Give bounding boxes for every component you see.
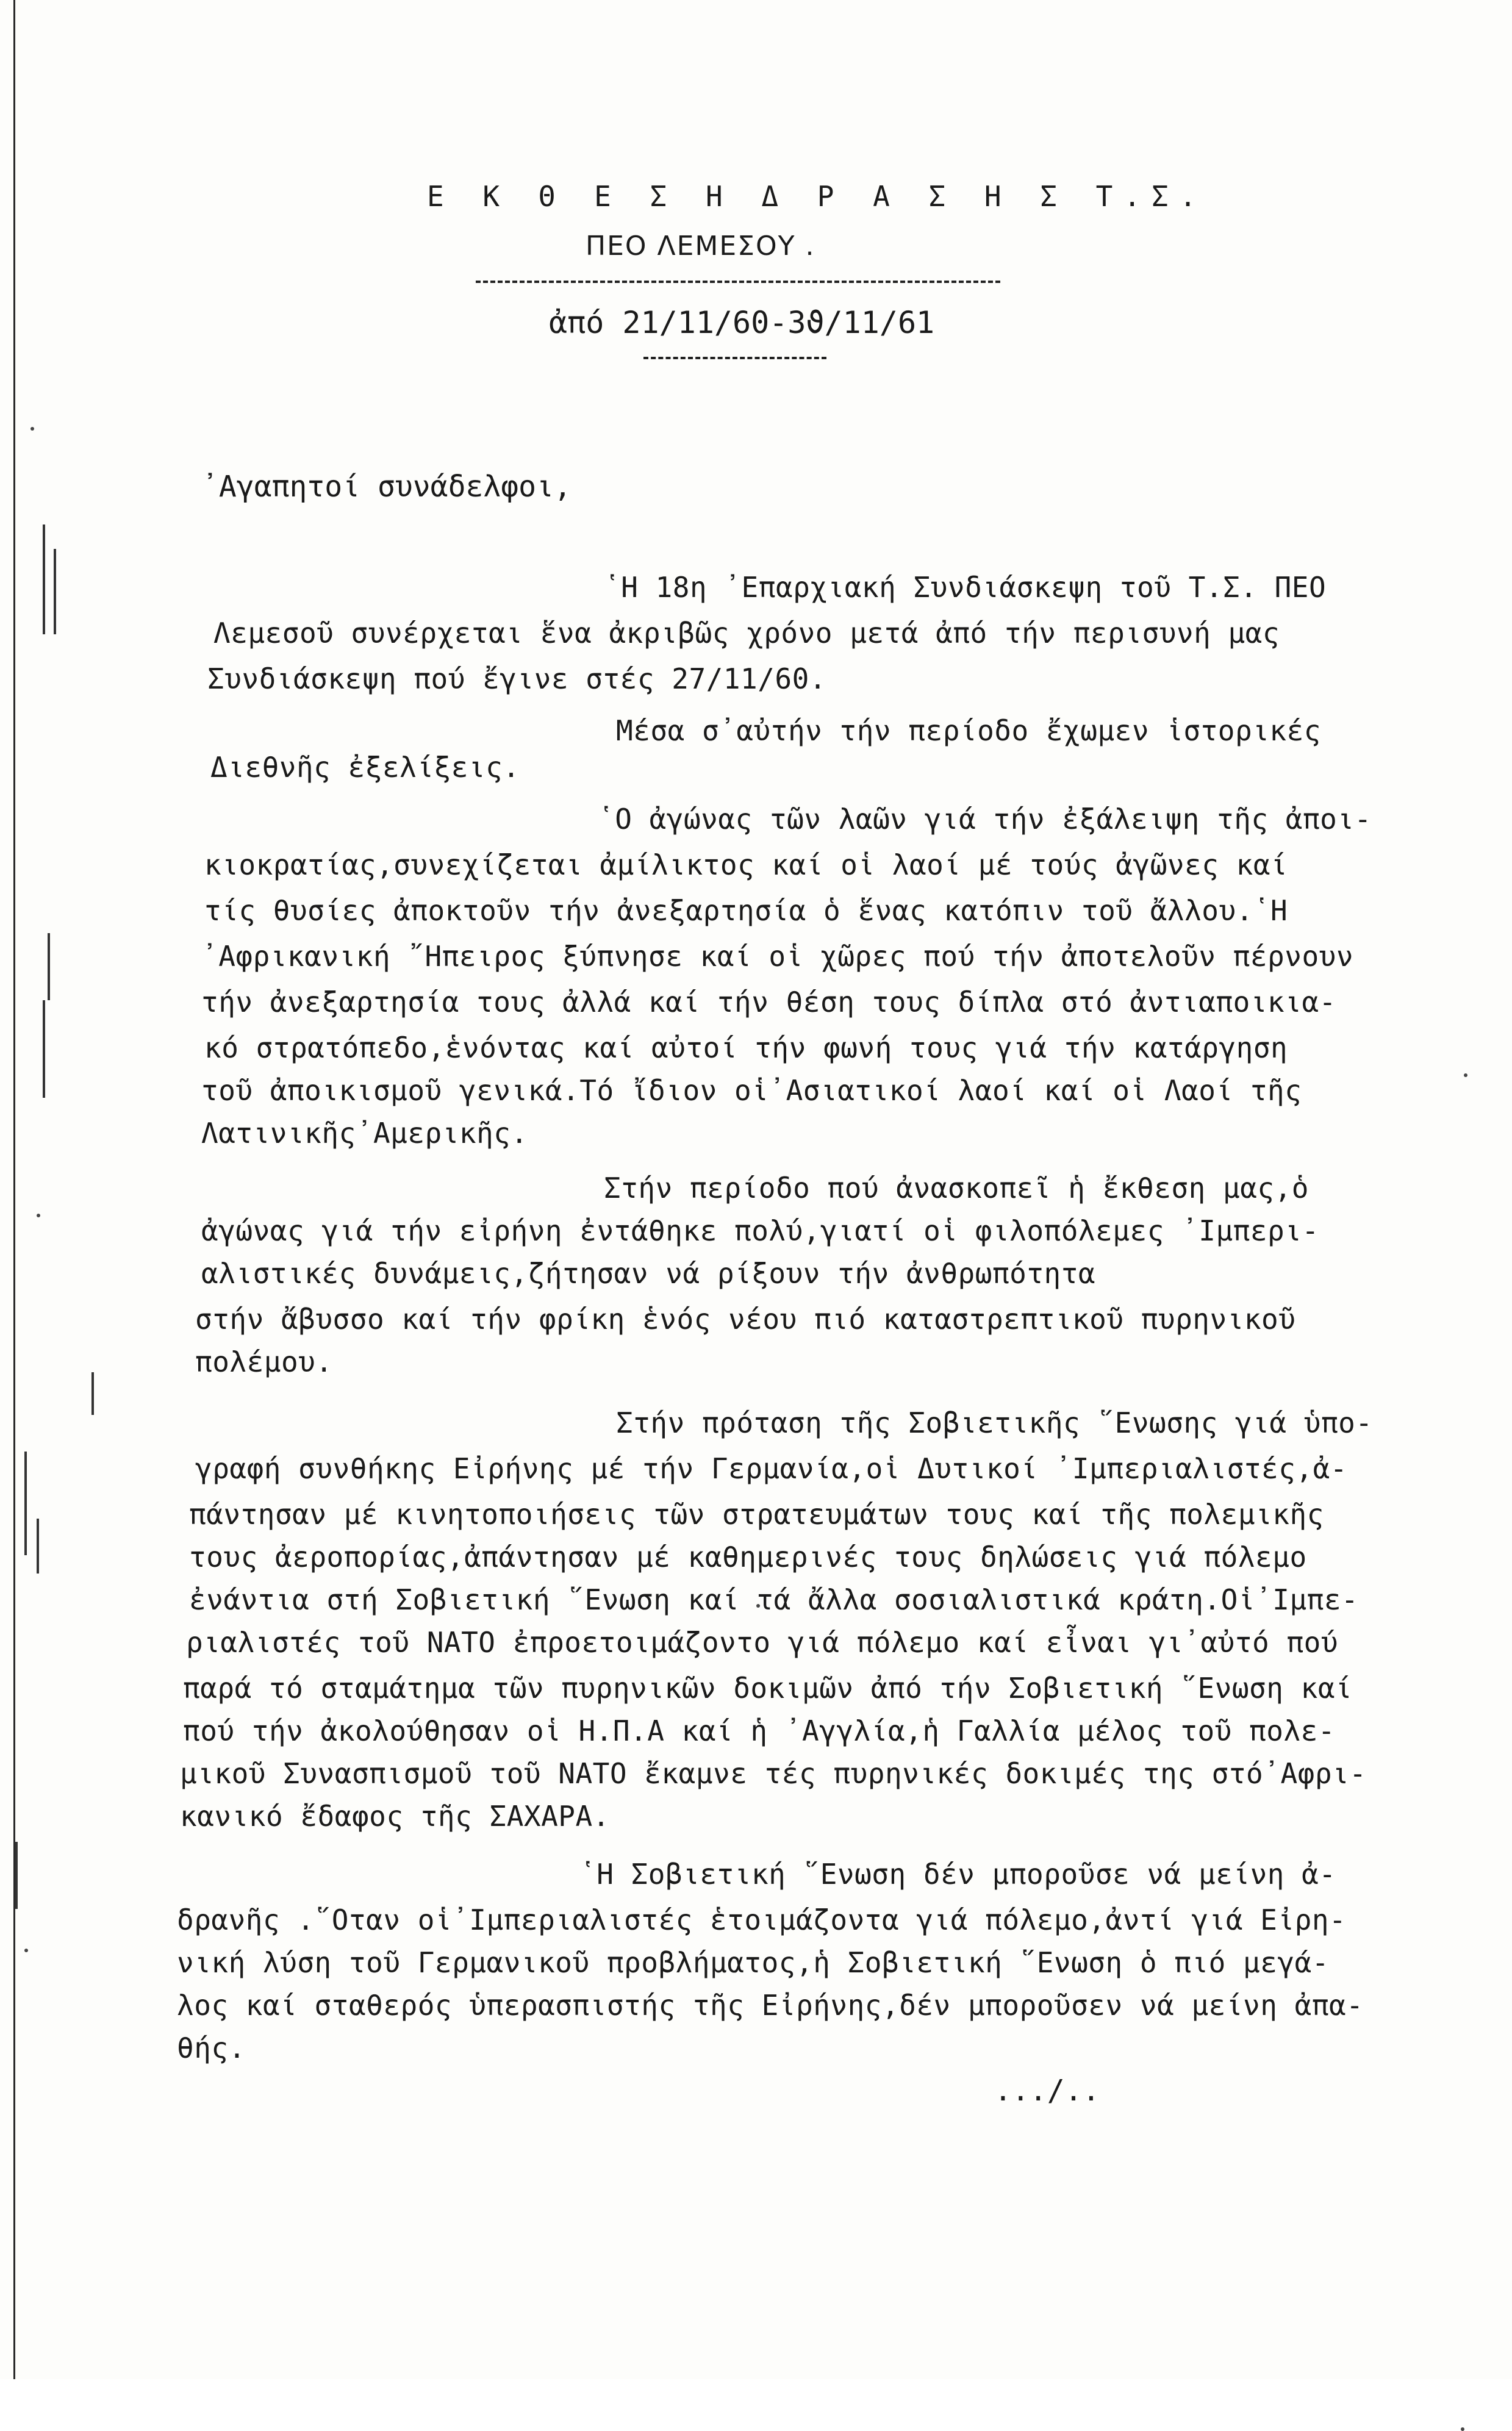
title-rule — [476, 281, 1000, 283]
text-line: πού τήν ἀκολούθησαν οἱ Η.Π.Α καί ἡ ᾿Αγγλία,ἡ Γαλλία μέλος τοῦ πολε- — [183, 1714, 1336, 1747]
text-line: αλιστικές δυνάμεις,ζήτησαν νά ρίξουν τήν ἀνθρωπότητα — [201, 1257, 1096, 1290]
text-line: Μέσα σ᾿αὐτήν τήν περίοδο ἔχωμεν ἱστορικές — [616, 714, 1321, 747]
text-line: θής. — [177, 2032, 246, 2064]
text-line: ῾Ο ἀγώνας τῶν λαῶν γιά τήν ἐξάλειψη τῆς ἀποι- — [598, 803, 1372, 836]
text-line: ῾Η 18η ᾿Επαρχιακή Συνδιάσκεψη τοῦ Τ.Σ. ΠΕΟ — [604, 571, 1327, 604]
period-rule — [643, 357, 826, 359]
margin-mark — [48, 933, 50, 1000]
speck — [1461, 2427, 1464, 2431]
text-line: στήν ἄβυσσο καί τήν φρίκη ἑνός νέου πιό καταστρεπτικοῦ πυρηνικοῦ — [195, 1303, 1296, 1336]
margin-mark — [15, 1842, 18, 1909]
text-line: Στήν περίοδο πού ἀνασκοπεῖ ἡ ἔκθεση μας,ὁ — [604, 1172, 1309, 1205]
text-line: ῾Η Σοβιετική ῞Ενωση δέν μποροῦσε νά μείνη ἀ- — [579, 1858, 1336, 1891]
text-line: Στήν πρόταση τῆς Σοβιετικῆς ῞Ενωσης γιά ὑπο- — [616, 1406, 1373, 1439]
text-line: κιοκρατίας,συνεχίζεται ἀμίλικτος καί οἱ λαοί μέ τούς ἀγῶνες καί — [204, 848, 1288, 881]
margin-mark — [43, 1000, 45, 1098]
report-title: Ε Κ Θ Ε Σ Η Δ Ρ Α Σ Η Σ Τ.Σ. — [427, 180, 1208, 213]
continued-marker: .../.. — [994, 2074, 1100, 2108]
text-line: πάντησαν μέ κινητοποιήσεις τῶν στρατευμάτων τους καί τῆς πολεμικῆς — [189, 1498, 1324, 1531]
text-line: Συνδιάσκεψη πού ἔγινε στές 27/11/60. — [207, 662, 826, 695]
text-line: κανικό ἔδαφος τῆς ΣΑΧΑΡΑ. — [180, 1800, 610, 1833]
text-line: Λεμεσοῦ συνέρχεται ἕνα ἀκριβῶς χρόνο μετά ἀπό τήν περισυνή μας — [213, 617, 1280, 650]
text-line: τοῦ ἀποικισμοῦ γενικά.Τό ἴδιον οἱ᾿Ασιατικοί λαοί καί οἱ Λαοί τῆς — [201, 1074, 1302, 1107]
margin-mark — [24, 1452, 27, 1555]
text-line: ριαλιστές τοῦ ΝΑΤΟ ἐπροετοιμάζοντο γιά πόλεμο καί εἶναι γι᾿αὐτό πού — [186, 1626, 1339, 1659]
text-line: τους ἀεροπορίας,ἀπάντησαν μέ καθημερινές τους δηλώσεις γιά πόλεμο — [189, 1541, 1307, 1574]
margin-mark — [54, 549, 56, 634]
salutation: ᾿Αγαπητοί συνάδελφοι, — [201, 470, 571, 504]
text-line: πολέμου. — [195, 1345, 333, 1378]
speck — [24, 1949, 28, 1952]
text-line: Λατινικῆς᾿Αμερικῆς. — [201, 1117, 528, 1150]
speck — [30, 427, 34, 431]
text-line: γραφή συνθήκης Εἰρήνης μέ τήν Γερμανία,οἱ Δυτικοί ᾿Ιμπεριαλιστές,ἀ- — [195, 1452, 1348, 1485]
text-line: τίς θυσίες ἀποκτοῦν τήν ἀνεξαρτησία ὁ ἕνας κατόπιν τοῦ ἄλλου.῾Η — [204, 894, 1288, 927]
speck — [1464, 1073, 1467, 1077]
text-line: νική λύση τοῦ Γερμανικοῦ προβλήματος,ἡ Σοβιετική ῞Ενωση ὁ πιό μεγά- — [177, 1946, 1330, 1979]
margin-mark — [37, 1519, 39, 1574]
margin-mark — [91, 1372, 94, 1415]
text-line: ἐνάντια στή Σοβιετική ῞Ενωση καί τά ἄλλα σοσιαλιστικά κράτη.Οἱ᾿Ιμπε- — [189, 1583, 1359, 1616]
report-subtitle: ΠΕΟ ΛΕΜΕΣΟΥ . — [586, 231, 815, 262]
left-margin-line — [13, 0, 15, 2379]
text-line: μικοῦ Συνασπισμοῦ τοῦ ΝΑΤΟ ἔκαμνε τές πυρηνικές δοκιμές της στό᾿Αφρι- — [180, 1757, 1367, 1790]
text-line: ἀγώνας γιά τήν εἰρήνη ἐντάθηκε πολύ,γιατί οἱ φιλοπόλεμες ᾿Ιμπερι- — [201, 1214, 1319, 1247]
text-line: λος καί σταθερός ὑπερασπιστής τῆς Εἰρήνης,δέν μποροῦσεν νά μείνη ἀπα- — [177, 1989, 1364, 2022]
text-line: τήν ἀνεξαρτησία τους ἀλλά καί τήν θέση τους δίπλα στό ἀντιαποικια- — [201, 986, 1336, 1019]
margin-mark — [43, 525, 45, 634]
text-line: παρά τό σταμάτημα τῶν πυρηνικῶν δοκιμῶν ἀπό τήν Σοβιετική ῞Ενωση καί — [183, 1672, 1353, 1705]
text-line: κό στρατόπεδο,ἑνόντας καί αὐτοί τήν φωνή τους γιά τήν κατάργηση — [204, 1031, 1288, 1064]
speck — [37, 1214, 40, 1217]
text-line: Διεθνῆς ἐξελίξεις. — [210, 751, 520, 784]
text-line: ᾿Αφρικανική ῎Ηπειρος ξύπνησε καί οἱ χῶρες πού τήν ἀποτελοῦν πέρνουν — [201, 940, 1354, 973]
report-period: ἀπό 21/11/60-3ϑ/11/61 — [549, 305, 935, 340]
text-line: δρανῆς .῞Οταν οἱ᾿Ιμπεριαλιστές ἑτοιμάζοντα γιά πόλεμο,ἀντί γιά Εἰρη- — [177, 1903, 1347, 1936]
